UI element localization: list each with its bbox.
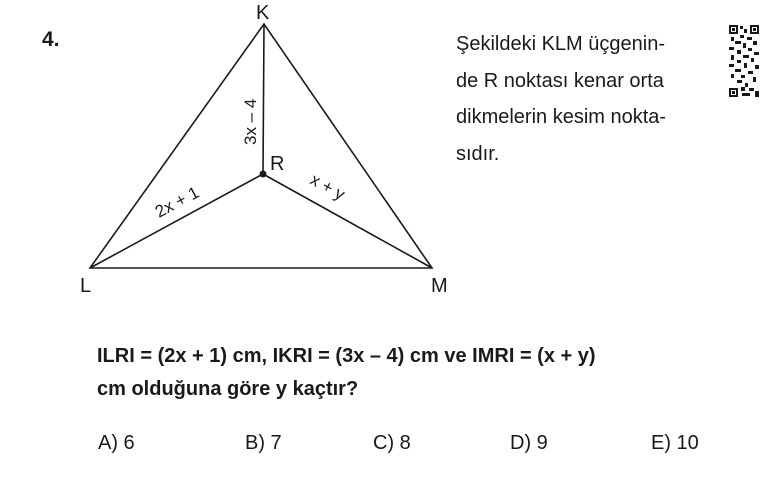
question-prompt [97, 340, 596, 406]
description-line: sıdır. [456, 142, 500, 165]
segment-label-mr: x + y [307, 169, 349, 205]
prompt-line: cm olduğuna göre y kaçtır? [97, 378, 359, 400]
description-line: de R noktası kenar orta [456, 69, 664, 92]
vertex-label-m: M [431, 275, 448, 297]
choice-c[interactable]: C) 8 [373, 432, 411, 454]
description-line: Şekildeki KLM üçgenin- [456, 33, 665, 55]
point-r [260, 171, 267, 178]
vertex-label-k: K [256, 2, 270, 24]
choice-d[interactable]: D) 9 [510, 432, 548, 454]
segment-label-lr: 2x + 1 [151, 182, 203, 222]
triangle-figure [0, 0, 450, 300]
choice-e[interactable]: E) 10 [651, 432, 699, 454]
segment-lr [90, 174, 263, 268]
segment-kr [263, 24, 264, 174]
vertex-label-l: L [80, 275, 92, 297]
problem-description [456, 26, 716, 172]
qr-code-icon[interactable] [729, 25, 759, 97]
choice-a[interactable]: A) 6 [98, 432, 135, 454]
segment-label-kr: 3x – 4 [241, 98, 260, 145]
question-number: 4. [42, 28, 60, 51]
prompt-line: ILRI = (2x + 1) cm, IKRI = (3x – 4) cm ve IMRI = (x + y) [97, 345, 596, 367]
choice-b[interactable]: B) 7 [245, 432, 282, 454]
vertex-label-r: R [270, 153, 285, 175]
triangle-klm [90, 24, 432, 268]
description-line: dikmelerin kesim nokta- [456, 106, 667, 128]
